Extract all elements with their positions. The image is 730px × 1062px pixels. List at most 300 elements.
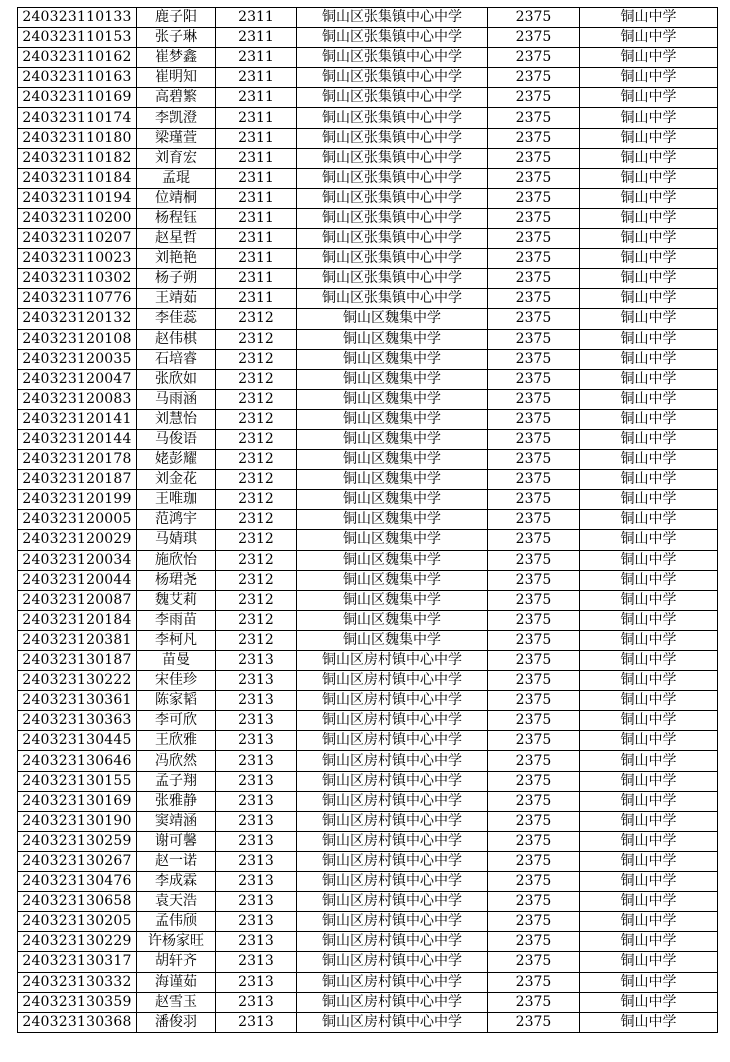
class-code-cell: 2313 [216, 771, 297, 791]
student-id-cell: 240323130205 [18, 912, 137, 932]
school-cell: 铜山区张集镇中心中学 [297, 8, 488, 28]
school-cell: 铜山区魏集中学 [297, 490, 488, 510]
admitted-school-cell: 铜山中学 [580, 309, 718, 329]
student-id-cell: 240323110194 [18, 188, 137, 208]
admitted-school-cell: 铜山中学 [580, 691, 718, 711]
admission-table-body [18, 8, 718, 1033]
table-row [18, 168, 718, 188]
table-row [18, 952, 718, 972]
school-code-cell: 2375 [488, 289, 580, 309]
student-id-cell: 240323130229 [18, 932, 137, 952]
admitted-school-cell: 铜山中学 [580, 992, 718, 1012]
class-code-cell: 2313 [216, 1012, 297, 1032]
student-name-cell: 袁天浩 [137, 892, 216, 912]
student-id-cell: 240323110174 [18, 108, 137, 128]
admitted-school-cell: 铜山中学 [580, 349, 718, 369]
class-code-cell: 2313 [216, 851, 297, 871]
school-code-cell: 2375 [488, 932, 580, 952]
table-row [18, 1012, 718, 1032]
table-row [18, 88, 718, 108]
school-cell: 铜山区魏集中学 [297, 429, 488, 449]
school-code-cell: 2375 [488, 329, 580, 349]
table-row [18, 872, 718, 892]
admitted-school-cell: 铜山中学 [580, 490, 718, 510]
student-id-cell: 240323130155 [18, 771, 137, 791]
student-id-cell: 240323120087 [18, 590, 137, 610]
class-code-cell: 2311 [216, 68, 297, 88]
student-name-cell: 李柯凡 [137, 630, 216, 650]
school-cell: 铜山区张集镇中心中学 [297, 88, 488, 108]
school-cell: 铜山区张集镇中心中学 [297, 289, 488, 309]
admitted-school-cell: 铜山中学 [580, 932, 718, 952]
school-cell: 铜山区房村镇中心中学 [297, 992, 488, 1012]
school-code-cell: 2375 [488, 771, 580, 791]
table-row [18, 429, 718, 449]
student-id-cell: 240323120199 [18, 490, 137, 510]
admitted-school-cell: 铜山中学 [580, 409, 718, 429]
table-row [18, 329, 718, 349]
class-code-cell: 2311 [216, 249, 297, 269]
student-id-cell: 240323120132 [18, 309, 137, 329]
school-code-cell: 2375 [488, 429, 580, 449]
student-name-cell: 谢可馨 [137, 831, 216, 851]
school-cell: 铜山区张集镇中心中学 [297, 128, 488, 148]
admitted-school-cell: 铜山中学 [580, 289, 718, 309]
student-name-cell: 李佳蕊 [137, 309, 216, 329]
class-code-cell: 2312 [216, 570, 297, 590]
student-id-cell: 240323120381 [18, 630, 137, 650]
student-name-cell: 潘俊羽 [137, 1012, 216, 1032]
school-code-cell: 2375 [488, 691, 580, 711]
student-id-cell: 240323120108 [18, 329, 137, 349]
admitted-school-cell: 铜山中学 [580, 329, 718, 349]
table-row [18, 208, 718, 228]
class-code-cell: 2312 [216, 590, 297, 610]
student-id-cell: 240323130190 [18, 811, 137, 831]
school-cell: 铜山区房村镇中心中学 [297, 972, 488, 992]
school-cell: 铜山区房村镇中心中学 [297, 791, 488, 811]
school-cell: 铜山区房村镇中心中学 [297, 811, 488, 831]
school-code-cell: 2375 [488, 711, 580, 731]
table-row [18, 409, 718, 429]
class-code-cell: 2313 [216, 651, 297, 671]
school-cell: 铜山区房村镇中心中学 [297, 711, 488, 731]
admitted-school-cell: 铜山中学 [580, 88, 718, 108]
student-name-cell: 王唯珈 [137, 490, 216, 510]
admitted-school-cell: 铜山中学 [580, 8, 718, 28]
admitted-school-cell: 铜山中学 [580, 128, 718, 148]
school-code-cell: 2375 [488, 630, 580, 650]
table-row [18, 470, 718, 490]
school-cell: 铜山区魏集中学 [297, 630, 488, 650]
student-name-cell: 王靖茹 [137, 289, 216, 309]
table-row [18, 831, 718, 851]
admitted-school-cell: 铜山中学 [580, 389, 718, 409]
table-row [18, 610, 718, 630]
admitted-school-cell: 铜山中学 [580, 229, 718, 249]
school-code-cell: 2375 [488, 671, 580, 691]
student-name-cell: 李雨苗 [137, 610, 216, 630]
school-code-cell: 2375 [488, 450, 580, 470]
student-id-cell: 240323130222 [18, 671, 137, 691]
table-row [18, 731, 718, 751]
school-code-cell: 2375 [488, 168, 580, 188]
student-name-cell: 赵雪玉 [137, 992, 216, 1012]
school-code-cell: 2375 [488, 349, 580, 369]
school-cell: 铜山区房村镇中心中学 [297, 892, 488, 912]
school-code-cell: 2375 [488, 1012, 580, 1032]
table-row [18, 68, 718, 88]
student-name-cell: 崔梦鑫 [137, 48, 216, 68]
table-row [18, 490, 718, 510]
school-cell: 铜山区房村镇中心中学 [297, 872, 488, 892]
student-name-cell: 赵星哲 [137, 229, 216, 249]
student-id-cell: 240323110302 [18, 269, 137, 289]
admitted-school-cell: 铜山中学 [580, 550, 718, 570]
school-cell: 铜山区房村镇中心中学 [297, 651, 488, 671]
student-name-cell: 苗曼 [137, 651, 216, 671]
school-cell: 铜山区魏集中学 [297, 590, 488, 610]
admitted-school-cell: 铜山中学 [580, 751, 718, 771]
school-cell: 铜山区房村镇中心中学 [297, 771, 488, 791]
student-id-cell: 240323120178 [18, 450, 137, 470]
student-name-cell: 张子琳 [137, 28, 216, 48]
class-code-cell: 2312 [216, 429, 297, 449]
student-id-cell: 240323130187 [18, 651, 137, 671]
class-code-cell: 2311 [216, 289, 297, 309]
school-code-cell: 2375 [488, 751, 580, 771]
student-name-cell: 李成霖 [137, 872, 216, 892]
student-name-cell: 孟伟颀 [137, 912, 216, 932]
table-row [18, 229, 718, 249]
class-code-cell: 2313 [216, 972, 297, 992]
admitted-school-cell: 铜山中学 [580, 369, 718, 389]
student-name-cell: 刘艳艳 [137, 249, 216, 269]
class-code-cell: 2311 [216, 168, 297, 188]
class-code-cell: 2312 [216, 550, 297, 570]
school-cell: 铜山区房村镇中心中学 [297, 1012, 488, 1032]
table-row [18, 791, 718, 811]
admitted-school-cell: 铜山中学 [580, 188, 718, 208]
student-id-cell: 240323130317 [18, 952, 137, 972]
student-id-cell: 240323130259 [18, 831, 137, 851]
school-cell: 铜山区魏集中学 [297, 550, 488, 570]
student-id-cell: 240323130361 [18, 691, 137, 711]
admitted-school-cell: 铜山中学 [580, 28, 718, 48]
student-id-cell: 240323130267 [18, 851, 137, 871]
admitted-school-cell: 铜山中学 [580, 831, 718, 851]
school-code-cell: 2375 [488, 791, 580, 811]
student-id-cell: 240323120083 [18, 389, 137, 409]
school-cell: 铜山区张集镇中心中学 [297, 188, 488, 208]
class-code-cell: 2311 [216, 208, 297, 228]
table-row [18, 751, 718, 771]
table-row [18, 671, 718, 691]
school-cell: 铜山区魏集中学 [297, 369, 488, 389]
school-cell: 铜山区魏集中学 [297, 409, 488, 429]
school-code-cell: 2375 [488, 369, 580, 389]
class-code-cell: 2313 [216, 932, 297, 952]
school-cell: 铜山区张集镇中心中学 [297, 229, 488, 249]
class-code-cell: 2313 [216, 671, 297, 691]
school-code-cell: 2375 [488, 48, 580, 68]
student-id-cell: 240323120144 [18, 429, 137, 449]
student-id-cell: 240323120035 [18, 349, 137, 369]
student-name-cell: 施欣怡 [137, 550, 216, 570]
class-code-cell: 2311 [216, 128, 297, 148]
school-cell: 铜山区房村镇中心中学 [297, 851, 488, 871]
school-cell: 铜山区房村镇中心中学 [297, 691, 488, 711]
school-cell: 铜山区魏集中学 [297, 470, 488, 490]
school-cell: 铜山区魏集中学 [297, 450, 488, 470]
class-code-cell: 2313 [216, 872, 297, 892]
student-name-cell: 崔明知 [137, 68, 216, 88]
school-cell: 铜山区魏集中学 [297, 329, 488, 349]
table-row [18, 530, 718, 550]
student-id-cell: 240323120044 [18, 570, 137, 590]
admitted-school-cell: 铜山中学 [580, 731, 718, 751]
school-code-cell: 2375 [488, 108, 580, 128]
class-code-cell: 2313 [216, 791, 297, 811]
class-code-cell: 2312 [216, 450, 297, 470]
student-name-cell: 杨子朔 [137, 269, 216, 289]
student-id-cell: 240323110184 [18, 168, 137, 188]
school-cell: 铜山区魏集中学 [297, 510, 488, 530]
school-cell: 铜山区魏集中学 [297, 530, 488, 550]
school-cell: 铜山区魏集中学 [297, 349, 488, 369]
class-code-cell: 2312 [216, 510, 297, 530]
admitted-school-cell: 铜山中学 [580, 671, 718, 691]
school-code-cell: 2375 [488, 148, 580, 168]
admitted-school-cell: 铜山中学 [580, 269, 718, 289]
class-code-cell: 2312 [216, 610, 297, 630]
table-row [18, 590, 718, 610]
school-code-cell: 2375 [488, 28, 580, 48]
student-name-cell: 王欣雅 [137, 731, 216, 751]
table-row [18, 811, 718, 831]
table-row [18, 128, 718, 148]
class-code-cell: 2313 [216, 912, 297, 932]
class-code-cell: 2313 [216, 711, 297, 731]
class-code-cell: 2311 [216, 148, 297, 168]
school-code-cell: 2375 [488, 651, 580, 671]
student-id-cell: 240323120034 [18, 550, 137, 570]
student-id-cell: 240323110776 [18, 289, 137, 309]
student-id-cell: 240323110200 [18, 208, 137, 228]
student-name-cell: 杨珺尧 [137, 570, 216, 590]
table-row [18, 269, 718, 289]
school-cell: 铜山区房村镇中心中学 [297, 831, 488, 851]
school-cell: 铜山区张集镇中心中学 [297, 269, 488, 289]
table-row [18, 369, 718, 389]
admitted-school-cell: 铜山中学 [580, 851, 718, 871]
student-id-cell: 240323120187 [18, 470, 137, 490]
student-id-cell: 240323120184 [18, 610, 137, 630]
student-name-cell: 魏艾莉 [137, 590, 216, 610]
class-code-cell: 2311 [216, 88, 297, 108]
school-cell: 铜山区张集镇中心中学 [297, 28, 488, 48]
student-name-cell: 张雅静 [137, 791, 216, 811]
student-name-cell: 石培睿 [137, 349, 216, 369]
class-code-cell: 2312 [216, 329, 297, 349]
class-code-cell: 2312 [216, 309, 297, 329]
student-id-cell: 240323120005 [18, 510, 137, 530]
student-name-cell: 马雨涵 [137, 389, 216, 409]
class-code-cell: 2313 [216, 731, 297, 751]
student-name-cell: 马俊语 [137, 429, 216, 449]
school-code-cell: 2375 [488, 249, 580, 269]
table-row [18, 711, 718, 731]
student-name-cell: 陈家韬 [137, 691, 216, 711]
student-id-cell: 240323130359 [18, 992, 137, 1012]
class-code-cell: 2311 [216, 188, 297, 208]
student-name-cell: 赵伟棋 [137, 329, 216, 349]
admitted-school-cell: 铜山中学 [580, 470, 718, 490]
admitted-school-cell: 铜山中学 [580, 168, 718, 188]
school-cell: 铜山区张集镇中心中学 [297, 168, 488, 188]
school-code-cell: 2375 [488, 811, 580, 831]
student-id-cell: 240323110153 [18, 28, 137, 48]
school-code-cell: 2375 [488, 8, 580, 28]
school-cell: 铜山区房村镇中心中学 [297, 731, 488, 751]
class-code-cell: 2312 [216, 369, 297, 389]
school-cell: 铜山区房村镇中心中学 [297, 912, 488, 932]
class-code-cell: 2312 [216, 349, 297, 369]
student-id-cell: 240323130363 [18, 711, 137, 731]
class-code-cell: 2312 [216, 490, 297, 510]
table-row [18, 289, 718, 309]
admitted-school-cell: 铜山中学 [580, 872, 718, 892]
class-code-cell: 2313 [216, 811, 297, 831]
school-code-cell: 2375 [488, 851, 580, 871]
table-row [18, 570, 718, 590]
student-name-cell: 位靖桐 [137, 188, 216, 208]
student-name-cell: 冯欣然 [137, 751, 216, 771]
table-row [18, 932, 718, 952]
student-id-cell: 240323120029 [18, 530, 137, 550]
student-id-cell: 240323110180 [18, 128, 137, 148]
school-code-cell: 2375 [488, 550, 580, 570]
student-name-cell: 胡轩齐 [137, 952, 216, 972]
student-name-cell: 孟子翔 [137, 771, 216, 791]
school-code-cell: 2375 [488, 610, 580, 630]
student-id-cell: 240323130658 [18, 892, 137, 912]
school-code-cell: 2375 [488, 992, 580, 1012]
table-row [18, 771, 718, 791]
admitted-school-cell: 铜山中学 [580, 952, 718, 972]
admitted-school-cell: 铜山中学 [580, 450, 718, 470]
school-cell: 铜山区魏集中学 [297, 570, 488, 590]
admitted-school-cell: 铜山中学 [580, 570, 718, 590]
school-code-cell: 2375 [488, 188, 580, 208]
table-row [18, 651, 718, 671]
school-code-cell: 2375 [488, 229, 580, 249]
admitted-school-cell: 铜山中学 [580, 530, 718, 550]
student-name-cell: 姥彭耀 [137, 450, 216, 470]
school-code-cell: 2375 [488, 208, 580, 228]
school-code-cell: 2375 [488, 309, 580, 329]
school-code-cell: 2375 [488, 490, 580, 510]
table-row [18, 450, 718, 470]
student-name-cell: 高碧繁 [137, 88, 216, 108]
admitted-school-cell: 铜山中学 [580, 68, 718, 88]
admitted-school-cell: 铜山中学 [580, 208, 718, 228]
admitted-school-cell: 铜山中学 [580, 771, 718, 791]
school-code-cell: 2375 [488, 530, 580, 550]
table-row [18, 630, 718, 650]
class-code-cell: 2313 [216, 751, 297, 771]
student-name-cell: 刘慧怡 [137, 409, 216, 429]
table-row [18, 851, 718, 871]
table-row [18, 912, 718, 932]
student-id-cell: 240323110133 [18, 8, 137, 28]
school-code-cell: 2375 [488, 972, 580, 992]
class-code-cell: 2312 [216, 530, 297, 550]
admitted-school-cell: 铜山中学 [580, 912, 718, 932]
student-name-cell: 海谨茹 [137, 972, 216, 992]
class-code-cell: 2313 [216, 992, 297, 1012]
school-cell: 铜山区张集镇中心中学 [297, 148, 488, 168]
student-id-cell: 240323130445 [18, 731, 137, 751]
school-cell: 铜山区张集镇中心中学 [297, 249, 488, 269]
student-name-cell: 许杨家旺 [137, 932, 216, 952]
school-code-cell: 2375 [488, 389, 580, 409]
class-code-cell: 2311 [216, 108, 297, 128]
school-cell: 铜山区房村镇中心中学 [297, 751, 488, 771]
table-row [18, 48, 718, 68]
class-code-cell: 2313 [216, 952, 297, 972]
admitted-school-cell: 铜山中学 [580, 811, 718, 831]
table-row [18, 992, 718, 1012]
table-row [18, 148, 718, 168]
student-id-cell: 240323120047 [18, 369, 137, 389]
student-id-cell: 240323130332 [18, 972, 137, 992]
school-cell: 铜山区张集镇中心中学 [297, 48, 488, 68]
school-code-cell: 2375 [488, 510, 580, 530]
class-code-cell: 2313 [216, 892, 297, 912]
admitted-school-cell: 铜山中学 [580, 791, 718, 811]
class-code-cell: 2311 [216, 8, 297, 28]
student-name-cell: 范鸿宇 [137, 510, 216, 530]
class-code-cell: 2311 [216, 269, 297, 289]
student-id-cell: 240323120141 [18, 409, 137, 429]
student-name-cell: 马婧琪 [137, 530, 216, 550]
admitted-school-cell: 铜山中学 [580, 630, 718, 650]
school-code-cell: 2375 [488, 590, 580, 610]
school-cell: 铜山区房村镇中心中学 [297, 932, 488, 952]
admitted-school-cell: 铜山中学 [580, 610, 718, 630]
school-code-cell: 2375 [488, 409, 580, 429]
admitted-school-cell: 铜山中学 [580, 510, 718, 530]
admitted-school-cell: 铜山中学 [580, 651, 718, 671]
school-cell: 铜山区房村镇中心中学 [297, 952, 488, 972]
admitted-school-cell: 铜山中学 [580, 249, 718, 269]
school-cell: 铜山区魏集中学 [297, 309, 488, 329]
class-code-cell: 2312 [216, 630, 297, 650]
table-row [18, 892, 718, 912]
student-name-cell: 杨程钰 [137, 208, 216, 228]
school-cell: 铜山区魏集中学 [297, 610, 488, 630]
admitted-school-cell: 铜山中学 [580, 711, 718, 731]
student-name-cell: 鹿子阳 [137, 8, 216, 28]
admitted-school-cell: 铜山中学 [580, 590, 718, 610]
class-code-cell: 2312 [216, 409, 297, 429]
student-id-cell: 240323110162 [18, 48, 137, 68]
student-id-cell: 240323110169 [18, 88, 137, 108]
school-code-cell: 2375 [488, 470, 580, 490]
table-row [18, 349, 718, 369]
student-name-cell: 窦靖涵 [137, 811, 216, 831]
